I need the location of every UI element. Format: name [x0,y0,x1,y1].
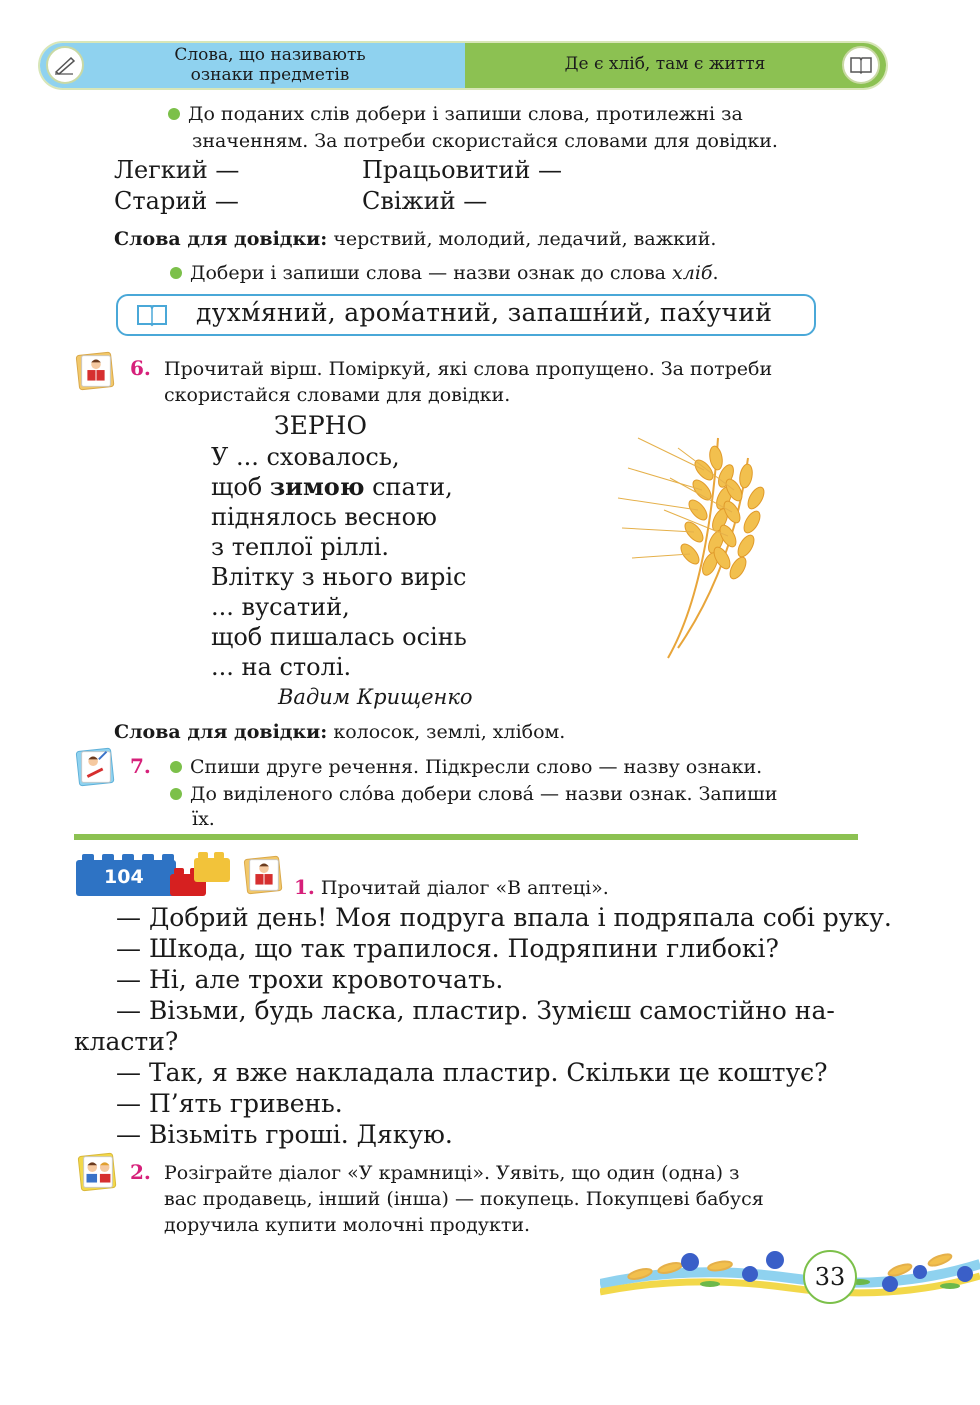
task7-bullet2-line2: їх. [192,808,215,830]
poem-line: ... на столі. [211,653,352,681]
bullet-icon [168,108,180,120]
task-number: 6. [130,356,151,380]
section-divider [74,834,858,840]
book-icon [842,46,880,84]
task6-line1: Прочитай вірш. Поміркуй, які слова пропущено. За потреби [164,358,773,380]
task7-bullet1-text: Спиши друге речення. Підкресли слово — назву ознаки. [190,756,763,778]
reference-list: черствий, молодий, ледачий, важкий. [327,228,717,250]
dialog-line: — П’ять гривень. [116,1089,343,1118]
dialog-line: класти? [74,1027,179,1056]
header-section-title: Де є хліб, там є життя [564,54,766,74]
poem-author: Вадим Крищенко [278,685,473,709]
task-number: 2. [130,1160,151,1184]
header-section-panel [465,43,886,88]
task-number: 1. [294,875,315,899]
reference-label: Слова для довідки: [114,721,328,743]
poem-line: ... вусатий, [211,593,350,621]
task1-heading [294,874,609,902]
task7-bullet2 [170,781,777,808]
poem-line: щоб пишалась осінь [211,623,467,651]
book-icon [136,303,168,331]
poem-line: У ... сховалось, [211,443,400,471]
task2-line2: вас продавець, інший (інша) — покупець. Покупцеві бабуся [164,1188,764,1210]
instruction-bread-end: . [712,262,719,284]
vocabulary-words: духм́яний, аром́атний, запашн́ий, пах́учий [196,298,773,327]
poem-line [211,472,467,502]
reference-words-a [114,226,716,253]
dialog-line: — Візьми, будь ласка, пластир. Зумієш самостійно на- [116,996,835,1025]
task6-line2: скористайся словами для довідки. [164,384,511,406]
writing-task-icon [74,745,118,793]
dialog-line: — Шкода, що так трапилося. Подряпини глибокі? [116,934,779,963]
poem-line-post: спати, [364,473,453,501]
poem-line: піднялось весною [211,503,437,531]
poem-bold-word: зимою [269,472,365,501]
header-topic-line1: Слова, що називають [174,45,366,65]
vocabulary-box [116,294,816,336]
bullet-icon [170,761,182,773]
task2-line3: доручила купити молочні продукти. [164,1214,531,1236]
antonym-word: Старий — [114,187,239,215]
header-topic-panel [40,43,465,88]
instruction-antonyms-line2: значенням. За потреби скористайся словами для довідки. [192,130,778,152]
antonym-word: Легкий — [114,156,240,184]
reference-words-6 [114,719,565,746]
task1-text: Прочитай діалог «В аптеці». [314,877,609,899]
dialog-line: — Візьміть гроші. Дякую. [116,1120,453,1149]
antonym-word: Свіжий — [362,187,488,215]
antonym-word: Працьовитий — [362,156,562,184]
pair-task-icon [76,1150,120,1198]
wheat-illustration [598,418,768,672]
lesson-badge [74,850,234,900]
header-topic [100,45,440,85]
reading-task-icon [74,349,118,397]
bullet-icon [170,788,182,800]
bullet-icon [170,267,182,279]
page-number: 33 [803,1250,857,1304]
reading-task-icon [242,853,286,901]
instruction-bread [170,260,719,287]
reference-list: колосок, землі, хлібом. [327,721,566,743]
floral-decoration [600,1244,980,1318]
poem-line-pre: щоб [211,473,270,501]
pen-icon [46,46,84,84]
instruction-bread-word: хліб [672,262,713,284]
poem-title: ЗЕРНО [274,411,367,440]
instruction-antonyms-line1: До поданих слів добери і запиши слова, протилежні за [188,103,743,125]
reference-label: Слова для довідки: [114,228,328,250]
poem [211,442,467,682]
poem-line: з теплої ріллі. [211,533,390,561]
task7-bullet1 [170,754,762,781]
dialog-line: — Добрий день! Моя подруга впала і подряпала собі руку. [116,903,892,932]
dialog-line: — Так, я вже накладала пластир. Скільки це коштує? [116,1058,828,1087]
instruction-antonyms [168,101,868,128]
instruction-bread-text: Добери і запиши слова — назви ознак до слова [190,262,673,284]
dialog-line: — Ні, але трохи кровоточать. [116,965,504,994]
poem-line: Влітку з нього виріс [211,563,467,591]
page-header [40,43,886,88]
task2-line1: Розіграйте діалог «У крамниці». Уявіть, що один (одна) з [164,1162,740,1184]
header-topic-line2: ознаки предметів [190,65,350,85]
task7-bullet2-line1: До виділеного слóва добери словá — назви ознак. Запиши [190,783,778,805]
lesson-number: 104 [104,866,144,888]
task-number: 7. [130,754,151,778]
